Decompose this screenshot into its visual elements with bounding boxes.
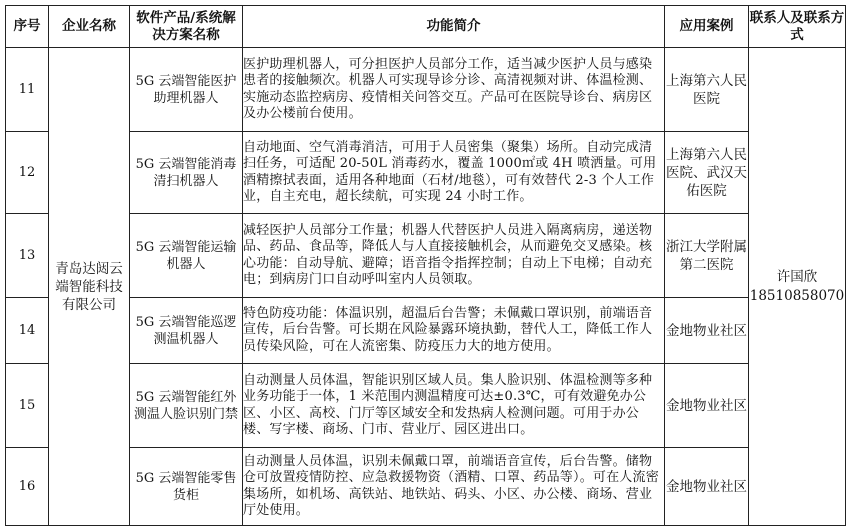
table-row bbox=[6, 132, 846, 214]
product-table bbox=[5, 5, 846, 526]
function-description: 自动测量人员体温，识别未佩戴口罩，前端语音宣传，后台告警。储物仓可放置疫情防控、应急救援物资（酒精、口罩、药品等）。可在人流密集场所，如机场、高铁站、地铁站、码头、小区、办公楼、商场、营业厅处使用。 bbox=[243, 448, 665, 526]
header-no: 序号 bbox=[6, 6, 49, 48]
row-number: 12 bbox=[6, 132, 49, 214]
product-name: 5G 云端智能红外测温人脸识别门禁 bbox=[130, 364, 243, 448]
function-description: 自动地面、空气消毒消洁，可用于人员密集（聚集）场所。自动完成清扫任务，可适配 20-50L 消毒药水，覆盖 1000㎡或 4H 喷洒量。可用酒精擦拭表面，适用各种地面（石材/地毯），可有效替代 2-3 个人工作业，自主充电，超长续航，可实现 24 小时工作。 bbox=[243, 132, 665, 214]
table-row bbox=[6, 364, 846, 448]
application-case: 金地物业社区 bbox=[665, 364, 749, 448]
product-name: 5G 云端智能消毒清扫机器人 bbox=[130, 132, 243, 214]
application-case: 金地物业社区 bbox=[665, 298, 749, 364]
table-row bbox=[6, 298, 846, 364]
application-case: 浙江大学附属第二医院 bbox=[665, 214, 749, 298]
function-description: 自动测量人员体温，智能识别区域人员。集人脸识别、体温检测等多种业务功能于一体，1 米范围内测温精度可达±0.3℃，可有效避免办公区、小区、高校、门厅等区域安全和发热病人检测问题。可用于办公楼、写字楼、商场、门市、营业厅、园区进出口。 bbox=[243, 364, 665, 448]
application-case: 金地物业社区 bbox=[665, 448, 749, 526]
contact-name: 许国欣 bbox=[776, 268, 818, 285]
row-number: 13 bbox=[6, 214, 49, 298]
function-description: 减轻医护人员部分工作量；机器人代替医护人员进入隔离病房，递送物品、药品、食品等，降低人与人直接接触机会，从而避免交叉感染。核心功能：自动导航、避障；语音指令指挥控制；自动上下电梯；自动充电；到病房门口自动呼叫室内人员领取。 bbox=[243, 214, 665, 298]
header-case: 应用案例 bbox=[665, 6, 749, 48]
header-function: 功能简介 bbox=[243, 6, 665, 48]
row-number: 16 bbox=[6, 448, 49, 526]
row-number: 11 bbox=[6, 48, 49, 132]
table-row bbox=[6, 48, 846, 132]
table-row bbox=[6, 214, 846, 298]
company-name: 青岛达闼云端智能科技有限公司 bbox=[49, 48, 130, 526]
function-description: 医护助理机器人，可分担医护人员部分工作，适当减少医护人员与感染患者的接触频次。机器人可实现导诊分诊、高清视频对讲、体温检测、实施动态监控病房、疫情相关问答交互。产品可在医院导诊台、病房区及办公楼前台使用。 bbox=[243, 48, 665, 132]
row-number: 15 bbox=[6, 364, 49, 448]
row-number: 14 bbox=[6, 298, 49, 364]
application-case: 上海第六人民医院、武汉天佑医院 bbox=[665, 132, 749, 214]
contact-phone: 18510858070 bbox=[749, 287, 845, 304]
header-contact: 联系人及联系方式 bbox=[749, 6, 846, 48]
product-name: 5G 云端智能医护助理机器人 bbox=[130, 48, 243, 132]
header-product: 软件产品/系统解决方案名称 bbox=[130, 6, 243, 48]
application-case: 上海第六人民医院 bbox=[665, 48, 749, 132]
contact-info bbox=[749, 48, 846, 526]
function-description: 特色防疫功能：体温识别，超温后台告警；未佩戴口罩识别，前端语音宣传，后台告警。可长期在风险暴露环境执勤，替代人工，降低工作人员传染风险，可在人流密集、防疫压力大的地方使用。 bbox=[243, 298, 665, 364]
product-name: 5G 云端智能运输机器人 bbox=[130, 214, 243, 298]
product-name: 5G 云端智能零售货柜 bbox=[130, 448, 243, 526]
header-company: 企业名称 bbox=[49, 6, 130, 48]
table-header-row bbox=[6, 6, 846, 48]
table-row bbox=[6, 448, 846, 526]
product-name: 5G 云端智能巡逻测温机器人 bbox=[130, 298, 243, 364]
